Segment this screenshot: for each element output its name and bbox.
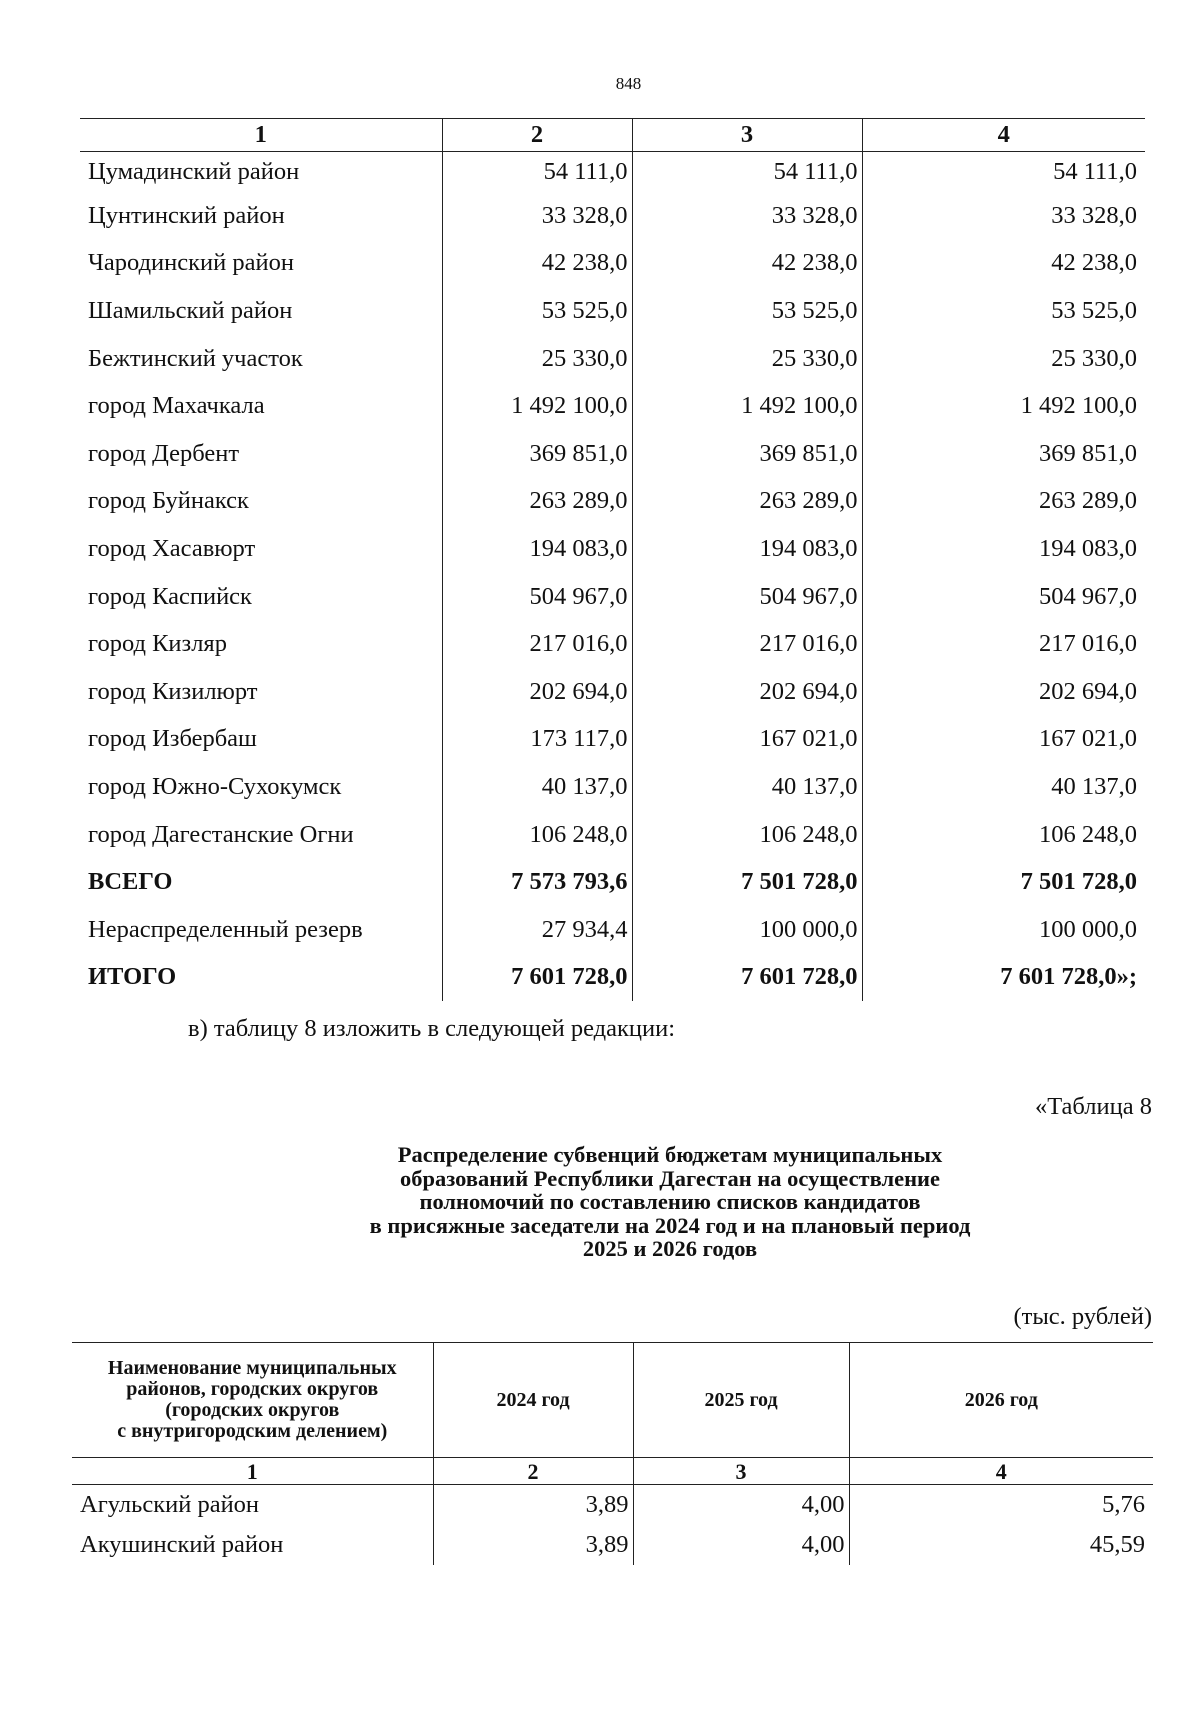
value-col-4: 100 000,0 <box>1039 915 1137 943</box>
value-col-2: 202 694,0 <box>442 668 632 716</box>
header-2024: 2024 год <box>433 1343 633 1458</box>
value-col-2: 33 328,0 <box>442 192 632 240</box>
value-col-3: 369 851,0 <box>632 430 862 478</box>
column-number-4: 4 <box>862 119 1145 152</box>
municipality-name: Цумадинский район <box>88 158 300 185</box>
column-number-3: 3 <box>633 1458 849 1485</box>
value-col-3: 53 525,0 <box>632 287 862 335</box>
value-col-3: 217 016,0 <box>632 620 862 668</box>
table-title-line: полномочий по составлению списков кандидатов <box>419 1189 921 1214</box>
value-col-4: 369 851,0 <box>1039 439 1137 467</box>
value-col-2: 106 248,0 <box>442 811 632 859</box>
page-number: 848 <box>615 74 642 93</box>
value-col-4: 106 248,0 <box>1039 820 1137 848</box>
value-col-4: 217 016,0 <box>1039 630 1137 658</box>
municipality-name: город Кизляр <box>88 630 227 658</box>
value-col-4: 7 601 728,0»; <box>1000 963 1137 991</box>
table-row <box>80 811 1145 859</box>
value-col-3: 263 289,0 <box>632 478 862 526</box>
value-col-2: 53 525,0 <box>442 287 632 335</box>
table-row <box>80 478 1145 526</box>
column-number-2: 2 <box>442 119 632 152</box>
municipality-name: Агульский район <box>80 1491 260 1518</box>
municipality-name: город Хасавюрт <box>88 534 256 562</box>
table-row <box>80 430 1145 478</box>
value-col-4: 33 328,0 <box>1051 201 1137 229</box>
value-col-4: 40 137,0 <box>1051 772 1137 800</box>
table-row <box>72 1485 1153 1526</box>
column-number-1: 1 <box>80 119 442 152</box>
value-col-4: 5,76 <box>1102 1491 1145 1518</box>
value-col-3: 194 083,0 <box>632 525 862 573</box>
header-2026: 2026 год <box>849 1343 1153 1458</box>
value-col-2: 173 117,0 <box>442 716 632 764</box>
table-row <box>72 1525 1153 1565</box>
value-col-3: 106 248,0 <box>632 811 862 859</box>
value-col-3: 40 137,0 <box>632 763 862 811</box>
value-col-3: 1 492 100,0 <box>632 382 862 430</box>
table-row <box>80 382 1145 430</box>
value-col-3: 167 021,0 <box>632 716 862 764</box>
header-line: (городских округов <box>165 1399 340 1421</box>
municipality-name: Нераспределенный резерв <box>88 915 363 943</box>
header-line: Наименование муниципальных <box>107 1357 397 1379</box>
table-8-numbering-row <box>72 1458 1153 1485</box>
value-col-2: 369 851,0 <box>442 430 632 478</box>
table-row <box>80 573 1145 621</box>
table-header-row <box>80 119 1145 152</box>
value-col-2: 27 934,4 <box>442 906 632 954</box>
municipality-name: город Дербент <box>88 439 240 467</box>
value-col-2: 7 601 728,0 <box>442 954 632 1002</box>
value-col-2: 1 492 100,0 <box>442 382 632 430</box>
municipality-name: город Кизилюрт <box>88 677 258 705</box>
column-number-4: 4 <box>849 1458 1153 1485</box>
table-row <box>80 716 1145 764</box>
value-col-2: 25 330,0 <box>442 335 632 383</box>
municipality-name: Акушинский район <box>80 1531 284 1558</box>
value-col-4: 263 289,0 <box>1039 487 1137 515</box>
value-col-3: 4,00 <box>633 1485 849 1526</box>
table-8-header-row <box>72 1343 1153 1458</box>
value-col-4: 504 967,0 <box>1039 582 1137 610</box>
value-col-3: 100 000,0 <box>632 906 862 954</box>
table-row <box>80 335 1145 383</box>
table-row <box>80 763 1145 811</box>
municipality-name: ИТОГО <box>88 963 177 991</box>
value-col-4: 42 238,0 <box>1051 249 1137 277</box>
table-title-line: в присяжные заседатели на 2024 год и на плановый период <box>369 1212 971 1238</box>
municipality-name: город Каспийск <box>88 582 252 610</box>
value-col-2: 504 967,0 <box>442 573 632 621</box>
table-row <box>80 287 1145 335</box>
units-label: (тыс. рублей) <box>1013 1303 1152 1330</box>
table-row <box>80 620 1145 668</box>
column-number-2: 2 <box>433 1458 633 1485</box>
value-col-4: 53 525,0 <box>1051 296 1137 324</box>
municipality-name: город Махачкала <box>88 392 265 420</box>
value-col-2: 217 016,0 <box>442 620 632 668</box>
value-col-3: 33 328,0 <box>632 192 862 240</box>
table-title-line: 2025 и 2026 годов <box>582 1236 758 1261</box>
header-municipality <box>72 1343 433 1458</box>
subsidy-table-continuation <box>80 118 1145 1001</box>
value-col-3: 4,00 <box>633 1525 849 1565</box>
municipality-name: Чародинский район <box>88 249 295 277</box>
municipality-name: город Дагестанские Огни <box>88 820 354 848</box>
table-row <box>80 525 1145 573</box>
value-col-2: 3,89 <box>433 1525 633 1565</box>
value-col-2: 54 111,0 <box>442 152 632 193</box>
value-col-2: 7 573 793,6 <box>442 858 632 906</box>
table-8 <box>72 1342 1153 1565</box>
value-col-4: 25 330,0 <box>1051 344 1137 372</box>
municipality-name: город Буйнакск <box>88 487 249 515</box>
value-col-4: 45,59 <box>1089 1531 1145 1558</box>
column-number-3: 3 <box>632 119 862 152</box>
value-col-2: 194 083,0 <box>442 525 632 573</box>
header-line: с внутригородским делением) <box>117 1420 388 1442</box>
table-row <box>80 240 1145 288</box>
value-col-4: 7 501 728,0 <box>1020 868 1137 896</box>
municipality-name: Бежтинский участок <box>88 344 303 372</box>
table-label: «Таблица 8 <box>1034 1093 1152 1120</box>
table-title-line: образований Республики Дагестан на осуществление <box>400 1165 940 1191</box>
value-col-4: 202 694,0 <box>1039 677 1137 705</box>
value-col-3: 7 501 728,0 <box>632 858 862 906</box>
value-col-2: 42 238,0 <box>442 240 632 288</box>
value-col-3: 42 238,0 <box>632 240 862 288</box>
municipality-name: город Южно-Сухокумск <box>88 772 342 800</box>
value-col-3: 504 967,0 <box>632 573 862 621</box>
value-col-2: 40 137,0 <box>442 763 632 811</box>
value-col-4: 1 492 100,0 <box>1020 392 1137 420</box>
table-row <box>80 858 1145 906</box>
column-number-1: 1 <box>72 1458 433 1485</box>
municipality-name: город Избербаш <box>88 725 257 753</box>
value-col-4: 167 021,0 <box>1039 725 1137 753</box>
value-col-4: 194 083,0 <box>1039 534 1137 562</box>
table-title-line: Распределение субвенций бюджетам муниципальных <box>397 1142 943 1167</box>
value-col-3: 25 330,0 <box>632 335 862 383</box>
municipality-name: Цунтинский район <box>88 201 285 229</box>
value-col-3: 7 601 728,0 <box>632 954 862 1002</box>
value-col-2: 263 289,0 <box>442 478 632 526</box>
header-line: районов, городских округов <box>126 1378 379 1400</box>
value-col-4: 54 111,0 <box>1053 158 1137 185</box>
table-row <box>80 954 1145 1002</box>
value-col-3: 54 111,0 <box>632 152 862 193</box>
table-title <box>290 1143 1050 1261</box>
instruction-text: в) таблицу 8 изложить в следующей редакции: <box>188 1015 676 1042</box>
municipality-name: Шамильский район <box>88 296 293 324</box>
table-row <box>80 152 1145 193</box>
table-row <box>80 668 1145 716</box>
value-col-3: 202 694,0 <box>632 668 862 716</box>
header-2025: 2025 год <box>633 1343 849 1458</box>
value-col-2: 3,89 <box>433 1485 633 1526</box>
table-row <box>80 192 1145 240</box>
municipality-name: ВСЕГО <box>88 868 173 896</box>
table-row <box>80 906 1145 954</box>
